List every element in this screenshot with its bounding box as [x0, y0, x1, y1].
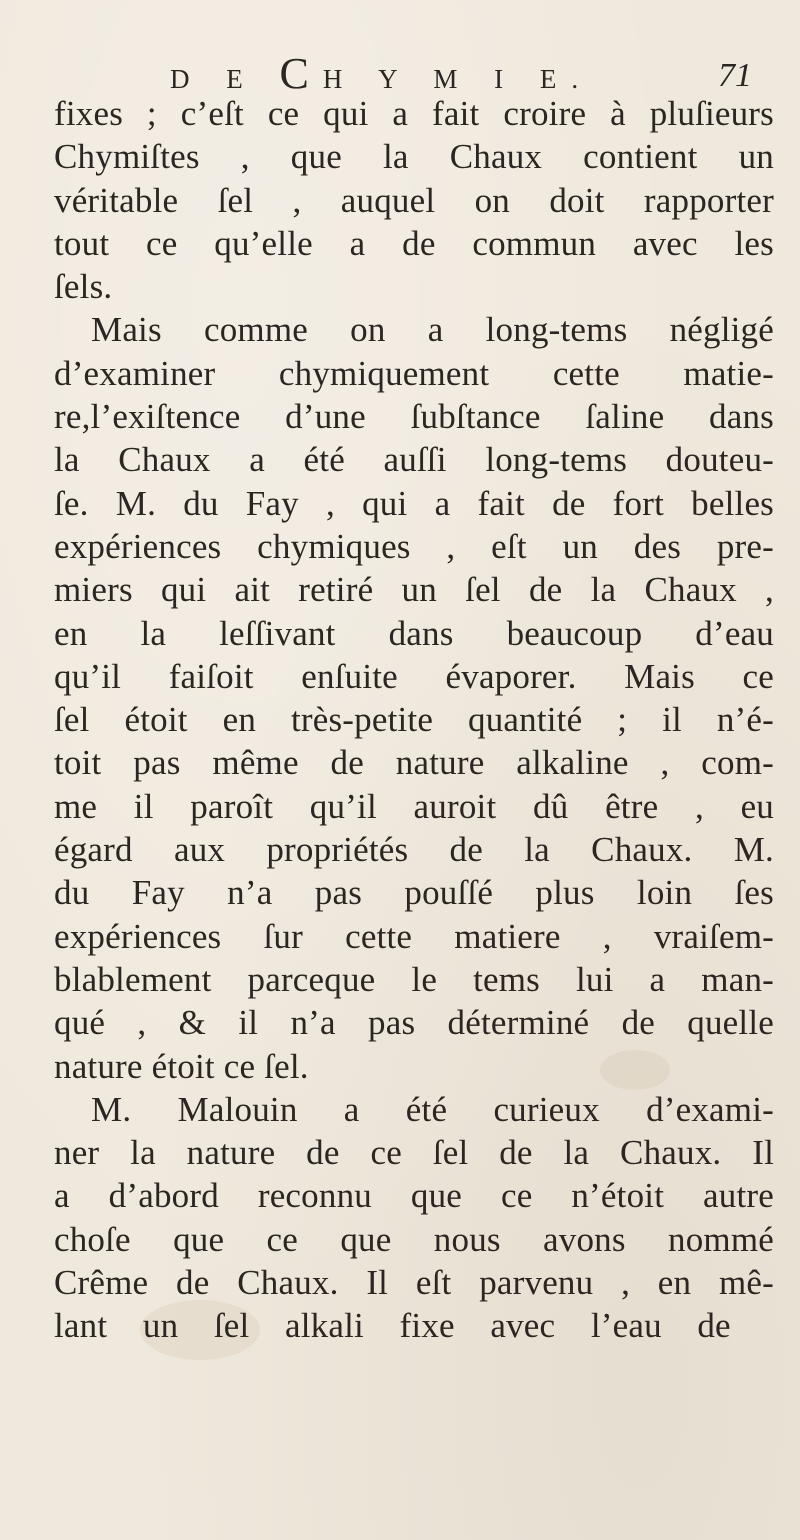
- text-line: a d’abord reconnu que ce n’étoit autre: [54, 1176, 774, 1216]
- text-line: ner la nature de ce ſel de la Chaux. Il: [54, 1133, 774, 1173]
- text-line: choſe que ce que nous avons nommé: [54, 1219, 774, 1259]
- text-line: expériences ſur cette matiere , vraiſem-: [54, 916, 774, 956]
- text-line: blablement parceque le tems lui a man-: [54, 959, 774, 999]
- text-line: fixes ; c’eſt ce qui a fait croire à pluſieurs: [54, 94, 774, 133]
- text-line: tout ce qu’elle a de commun avec les: [54, 223, 774, 263]
- text-line: la Chaux a été auſſi long-tems douteu-: [54, 440, 774, 480]
- text-line: qu’il faiſoit enſuite évaporer. Mais ce: [54, 656, 774, 696]
- text-line: expériences chymiques , eſt un des pre-: [54, 526, 774, 566]
- text-line: lant un ſel alkali fixe avec l’eau de: [54, 1306, 731, 1346]
- text-line: Mais comme on a long-tems négligé: [91, 310, 774, 350]
- page-number: 71: [718, 57, 752, 94]
- text-line: ſels.: [54, 267, 113, 307]
- text-line: Crême de Chaux. Il eſt parvenu , en mê-: [54, 1263, 774, 1303]
- text-line: d’examiner chymiquement cette matie-: [54, 353, 774, 393]
- text-line: miers qui ait retiré un ſel de la Chaux ,: [54, 570, 774, 610]
- text-line: ſe. M. du Fay , qui a fait de fort belles: [54, 483, 774, 523]
- text-line: du Fay n’a pas pouſſé plus loin ſes: [54, 873, 774, 913]
- running-title-rest: H Y M I E.: [322, 64, 594, 94]
- text-line: véritable ſel , auquel on doit rapporter: [54, 180, 774, 220]
- body-text: [54, 92, 774, 1348]
- text-line: nature étoit ce ſel.: [54, 1046, 309, 1086]
- text-line: M. Malouin a été curieux d’exami-: [91, 1089, 774, 1129]
- text-line: me il paroît qu’il auroit dû être , eu: [54, 786, 774, 826]
- running-title-prefix: D E: [170, 64, 258, 94]
- text-line: égard aux propriétés de la Chaux. M.: [54, 830, 774, 870]
- running-head: [170, 49, 770, 98]
- text-line: re,l’exiſtence d’une ſubſtance ſaline dans: [54, 397, 774, 437]
- text-line: qué , & il n’a pas déterminé de quelle: [54, 1003, 774, 1043]
- text-line: en la leſſivant dans beaucoup d’eau: [54, 613, 774, 653]
- running-title-capital: C: [279, 49, 323, 98]
- text-line: ſel étoit en très-petite quantité ; il n’é-: [54, 700, 774, 740]
- text-line: Chymiſtes , que la Chaux contient un: [54, 137, 774, 177]
- text-line: toit pas même de nature alkaline , com-: [54, 743, 774, 783]
